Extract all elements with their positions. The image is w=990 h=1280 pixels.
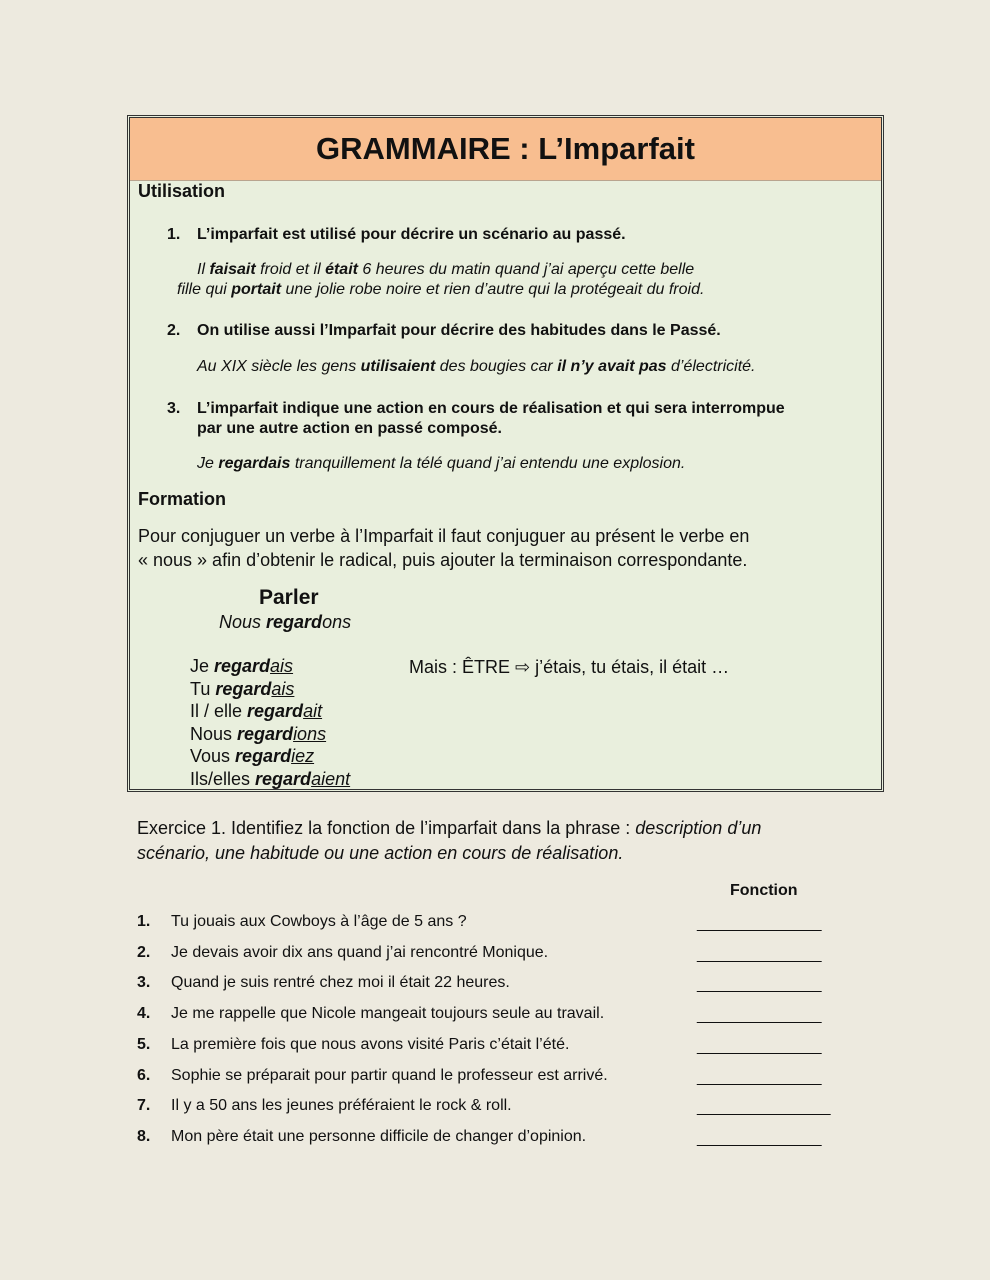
verb-ending: aient [311, 768, 351, 789]
verb-title: Parler [259, 586, 319, 609]
exercise-item-sentence: Tu jouais aux Cowboys à l’âge de 5 ans ? [171, 913, 467, 930]
example-text: Je [197, 455, 219, 472]
exercise-item-sentence: Je devais avoir dix ans quand j’ai rencontré Monique. [171, 943, 549, 961]
formation-paragraph-line2: « nous » afin d’obtenir le radical, puis ajouter la terminaison correspondante. [138, 550, 748, 570]
exercise-item-number: 3. [137, 974, 151, 992]
formation-heading: Formation [138, 489, 226, 509]
pronoun: Il / elle [190, 701, 248, 721]
verb-ending: iez [291, 746, 315, 766]
example-text: Il [197, 261, 210, 278]
verb-ending: ais [271, 678, 295, 699]
answer-blank[interactable]: ______________ [697, 976, 822, 994]
emphasized-verb: faisait [209, 261, 256, 278]
conjugation-row [190, 655, 350, 678]
answer-blank[interactable]: ______________ [697, 1007, 822, 1025]
exercise-item-sentence: Mon père était une personne difficile de changer d’opinion. [171, 1127, 587, 1145]
exercise-item-number: 6. [137, 1066, 151, 1084]
exercise-item-number: 2. [137, 943, 151, 961]
exercise-item-sentence: Il y a 50 ans les jeunes préféraient le rock & roll. [171, 1097, 512, 1115]
pronoun: Ils/elles [190, 768, 256, 789]
pronoun: Je [190, 656, 215, 676]
page-title: GRAMMAIRE : L’Imparfait [130, 118, 881, 181]
rule-1-example-line1 [197, 261, 694, 279]
emphasized-verb: regardais [218, 455, 291, 472]
example-text: ons [322, 612, 352, 632]
emphasized-verb: regard [266, 612, 323, 632]
answer-blank[interactable]: ______________ [697, 945, 822, 963]
exercise-item-sentence: Quand je suis rentré chez moi il était 22 heures. [171, 974, 510, 992]
nous-form [219, 612, 351, 633]
exercise-item-sentence: Je me rappelle que Nicole mangeait toujours seule au travail. [171, 1005, 605, 1023]
grammar-box [127, 115, 884, 792]
exercise-item-sentence: La première fois que nous avons visité Paris c’était l’été. [171, 1035, 570, 1053]
exercise-intro: Exercice 1. Identifiez la fonction de l’imparfait dans la phrase : [137, 818, 636, 838]
example-text: 6 heures du matin quand j’ai aperçu cette belle [357, 261, 695, 278]
example-text: fille qui [177, 281, 232, 298]
verb-ending: ions [293, 723, 327, 744]
exercise-item-number: 7. [137, 1097, 151, 1115]
rule-1-example-line2 [177, 281, 704, 299]
emphasized-verb: il n’y avait pas [557, 358, 667, 375]
answer-blank[interactable]: ______________ [697, 1037, 822, 1055]
example-text: une jolie robe noire et rien d’autre qui la protégeait du froid. [281, 281, 705, 298]
pronoun: Vous [190, 746, 236, 766]
rule-1-number: 1. [167, 226, 181, 243]
example-text: tranquillement la télé quand j’ai entendu une explosion. [290, 455, 686, 472]
rule-3-text-line1: L’imparfait indique une action en cours de réalisation et qui sera interrompue [197, 400, 785, 417]
etre-exception: Mais : ÊTRE ⇨ j’étais, tu étais, il était … [409, 657, 730, 677]
emphasized-verb: utilisaient [360, 358, 436, 375]
exercise-item-number: 4. [137, 1005, 151, 1023]
verb-stem: regard [214, 656, 271, 676]
rule-3-text-line2: par une autre action en passé composé. [197, 420, 502, 437]
formation-paragraph-line1: Pour conjuguer un verbe à l’Imparfait il faut conjuguer au présent le verbe en [138, 526, 750, 546]
verb-stem: regard [247, 701, 304, 721]
conjugation-table [190, 655, 350, 790]
conjugation-row [190, 678, 350, 701]
exercise-item-number: 5. [137, 1035, 151, 1053]
exercise-item-sentence: Sophie se préparait pour partir quand le professeur est arrivé. [171, 1066, 608, 1084]
rule-2-example [197, 358, 756, 376]
rule-2-text: On utilise aussi l’Imparfait pour décrire des habitudes dans le Passé. [197, 322, 721, 339]
exercise-intro-italic-1: description d’un [635, 818, 762, 838]
answer-blank[interactable]: ______________ [697, 1129, 822, 1147]
example-text: d’électricité. [666, 358, 756, 375]
rule-3-example [197, 455, 685, 473]
example-text: des bougies car [435, 358, 558, 375]
emphasized-verb: portait [231, 281, 282, 298]
utilisation-heading: Utilisation [138, 181, 226, 201]
emphasized-verb: était [325, 261, 358, 278]
rule-1-text: L’imparfait est utilisé pour décrire un scénario au passé. [197, 226, 626, 243]
fonction-column-header: Fonction [730, 882, 798, 899]
exercise-item-number: 1. [137, 913, 151, 930]
verb-stem: regard [255, 768, 312, 789]
exercise-instructions [137, 816, 761, 866]
verb-stem: regard [215, 678, 272, 699]
rule-2-number: 2. [167, 322, 181, 339]
answer-blank[interactable]: ______________ [697, 1068, 822, 1086]
exercise-item-number: 8. [137, 1127, 151, 1145]
example-text: Au XIX siècle les gens [197, 358, 361, 375]
conjugation-row [190, 745, 350, 768]
conjugation-row [190, 768, 350, 791]
rule-3-number: 3. [167, 400, 181, 417]
pronoun: Nous [190, 723, 238, 744]
answer-blank[interactable]: _______________ [697, 1099, 831, 1117]
conjugation-row [190, 700, 350, 723]
verb-stem: regard [235, 746, 292, 766]
conjugation-row [190, 723, 350, 746]
verb-stem: regard [237, 723, 294, 744]
example-text: Nous [219, 612, 267, 632]
example-text: froid et il [255, 261, 326, 278]
answer-blank[interactable]: ______________ [697, 915, 822, 932]
exercise-intro-italic-2: scénario, une habitude ou une action en cours de réalisation. [137, 843, 624, 863]
pronoun: Tu [190, 678, 216, 699]
verb-ending: ait [303, 701, 323, 721]
verb-ending: ais [270, 656, 294, 676]
